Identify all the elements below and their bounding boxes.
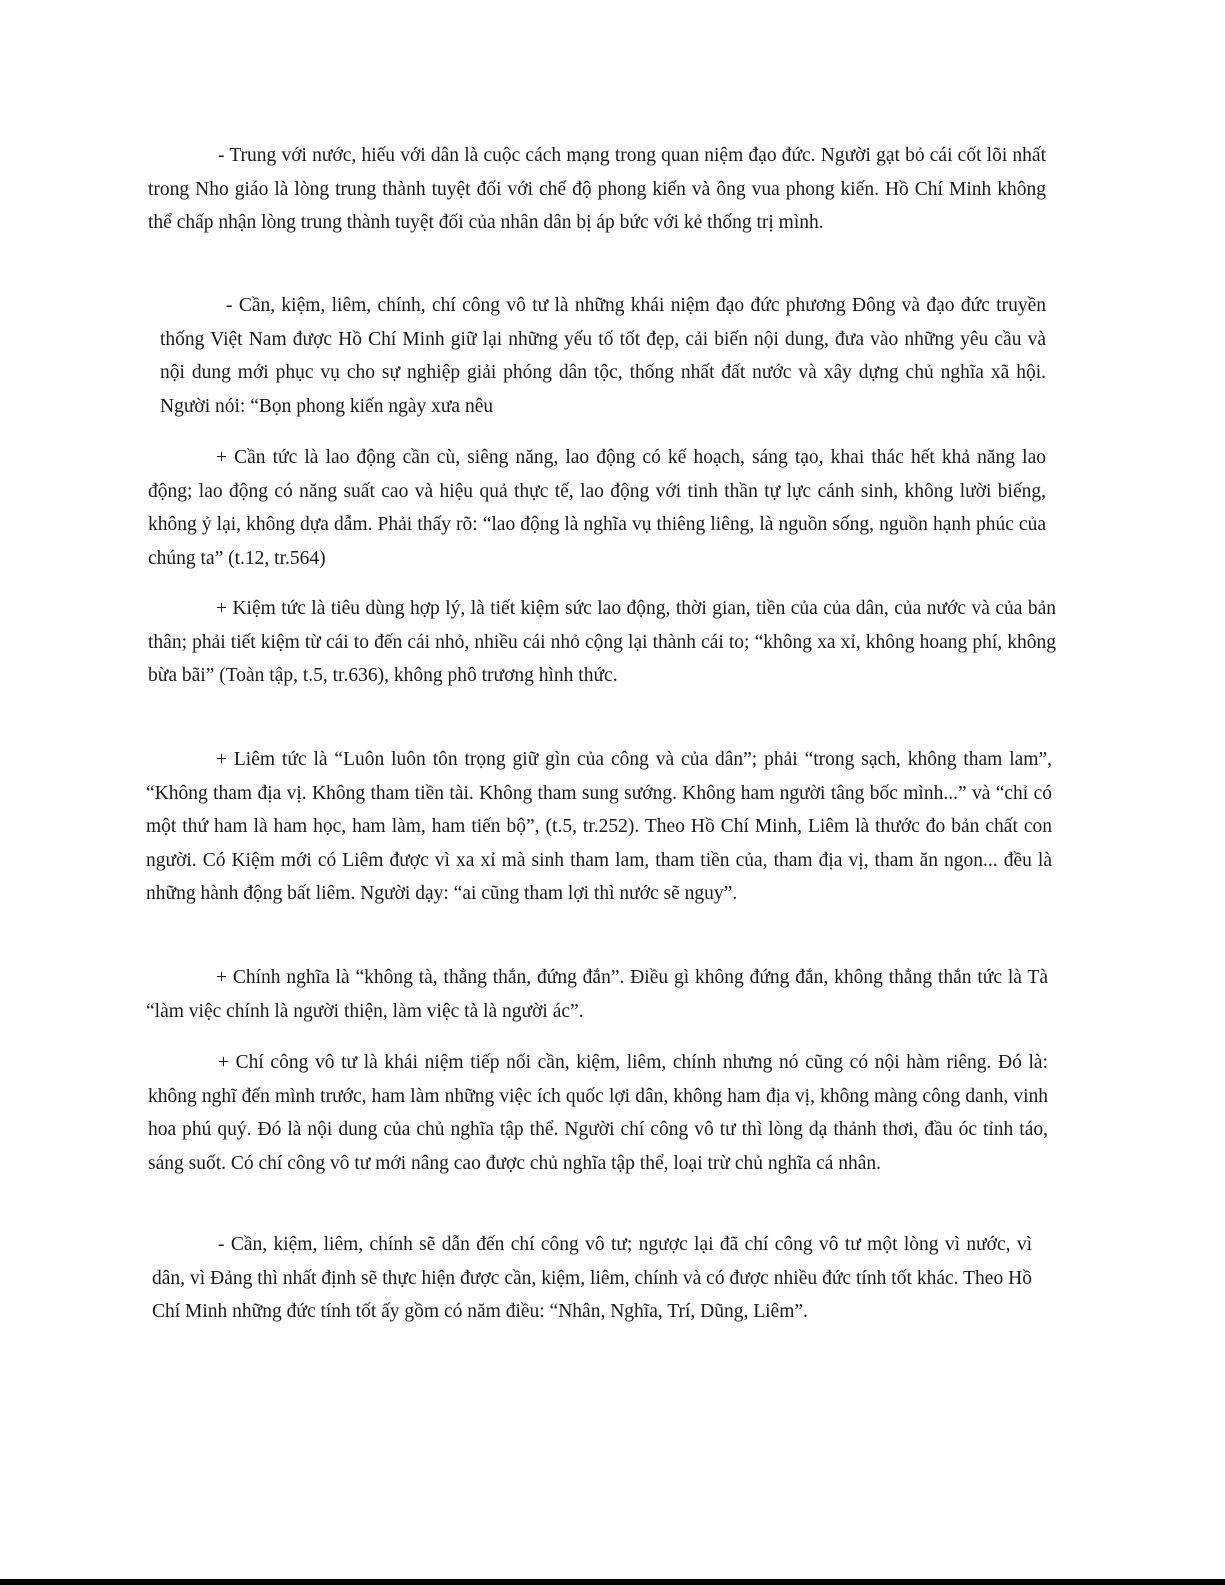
page-bottom-border bbox=[0, 1579, 1225, 1585]
paragraph-chi-cong-vo-tu: + Chí công vô tư là khái niệm tiếp nối cần, kiệm, liêm, chính nhưng nó cũng có nội hàm riêng. Đó là: không nghĩ đến mình trước, ham làm những việc ích quốc lợi dân, không ham địa vị, không màng công danh, vinh hoa phú quý. Đó là nội dung của chủ nghĩa tập thể. Người chí công vô tư thì lòng dạ thảnh thơi, đầu óc tỉnh táo, sáng suốt. Có chí công vô tư mới nâng cao được chủ nghĩa tập thể, loại trừ chủ nghĩa cá nhân. bbox=[148, 1052, 1048, 1174]
paragraph-liem: + Liêm tức là “Luôn luôn tôn trọng giữ gìn của công và của dân”; phải “trong sạch, không tham lam”, “Không tham địa vị. Không tham tiền tài. Không tham sung sướng. Không ham người tâng bốc mình...” và “chỉ có một thứ ham là ham học, ham làm, ham tiến bộ”, (t.5, tr.252). Theo Hồ Chí Minh, Liêm là thước đo bản chất con người. Có Kiệm mới có Liêm được vì xa xỉ mà sinh tham lam, tham tiền của, tham địa vị, tham ăn ngon... đều là những hành động bất liêm. Người dạy: “ai cũng tham lợi thì nước sẽ nguy”. bbox=[146, 749, 1052, 904]
paragraph-can-kiem-liem-chinh-intro: - Cần, kiệm, liêm, chính, chí công vô tư là những khái niệm đạo đức phương Đông và đạo đức truyền thống Việt Nam được Hồ Chí Minh giữ lại những yếu tố tốt đẹp, cải biến nội dung, đưa vào những yêu cầu và nội dung mới phục vụ cho sự nghiệp giải phóng dân tộc, thống nhất đất nước và xây dựng chủ nghĩa xã hội. Người nói: “Bọn phong kiến ngày xưa nêu bbox=[160, 295, 1046, 417]
paragraph-can: + Cần tức là lao động cần cù, siêng năng, lao động có kế hoạch, sáng tạo, khai thác hết khả năng lao động; lao động có năng suất cao và hiệu quả thực tế, lao động với tinh thần tự lực cánh sinh, không lười biếng, không ỷ lại, không dựa dẫm. Phải thấy rõ: “lao động là nghĩa vụ thiêng liêng, là nguồn sống, nguồn hạnh phúc của chúng ta” (t.12, tr.564) bbox=[148, 447, 1046, 569]
paragraph-trung-hieu: - Trung với nước, hiếu với dân là cuộc cách mạng trong quan niệm đạo đức. Người gạt bỏ cái cốt lõi nhất trong Nho giáo là lòng trung thành tuyệt đối với chế độ phong kiến và ông vua phong kiến. Hồ Chí Minh không thể chấp nhận lòng trung thành tuyệt đối của nhân dân bị áp bức với kẻ thống trị mình. bbox=[148, 145, 1046, 233]
paragraph-chinh: + Chính nghĩa là “không tà, thẳng thắn, đứng đắn”. Điều gì không đứng đắn, không thẳng thắn tức là Tà “làm việc chính là người thiện, làm việc tà là người ác”. bbox=[146, 967, 1048, 1022]
paragraph-kiem: + Kiệm tức là tiêu dùng hợp lý, là tiết kiệm sức lao động, thời gian, tiền của của dân, của nước và của bản thân; phải tiết kiệm từ cái to đến cái nhỏ, nhiều cái nhỏ cộng lại thành cái to; “không xa xỉ, không hoang phí, không bừa bãi” (Toàn tập, t.5, tr.636), không phô trương hình thức. bbox=[148, 598, 1056, 686]
paragraph-conclusion: - Cần, kiệm, liêm, chính sẽ dẫn đến chí công vô tư; ngược lại đã chí công vô tư một lòng vì nước, vì dân, vì Đảng thì nhất định sẽ thực hiện được cần, kiệm, liêm, chính và có được nhiều đức tính tốt khác. Theo Hồ Chí Minh những đức tính tốt ấy gồm có năm điều: “Nhân, Nghĩa, Trí, Dũng, Liêm”. bbox=[152, 1234, 1032, 1322]
